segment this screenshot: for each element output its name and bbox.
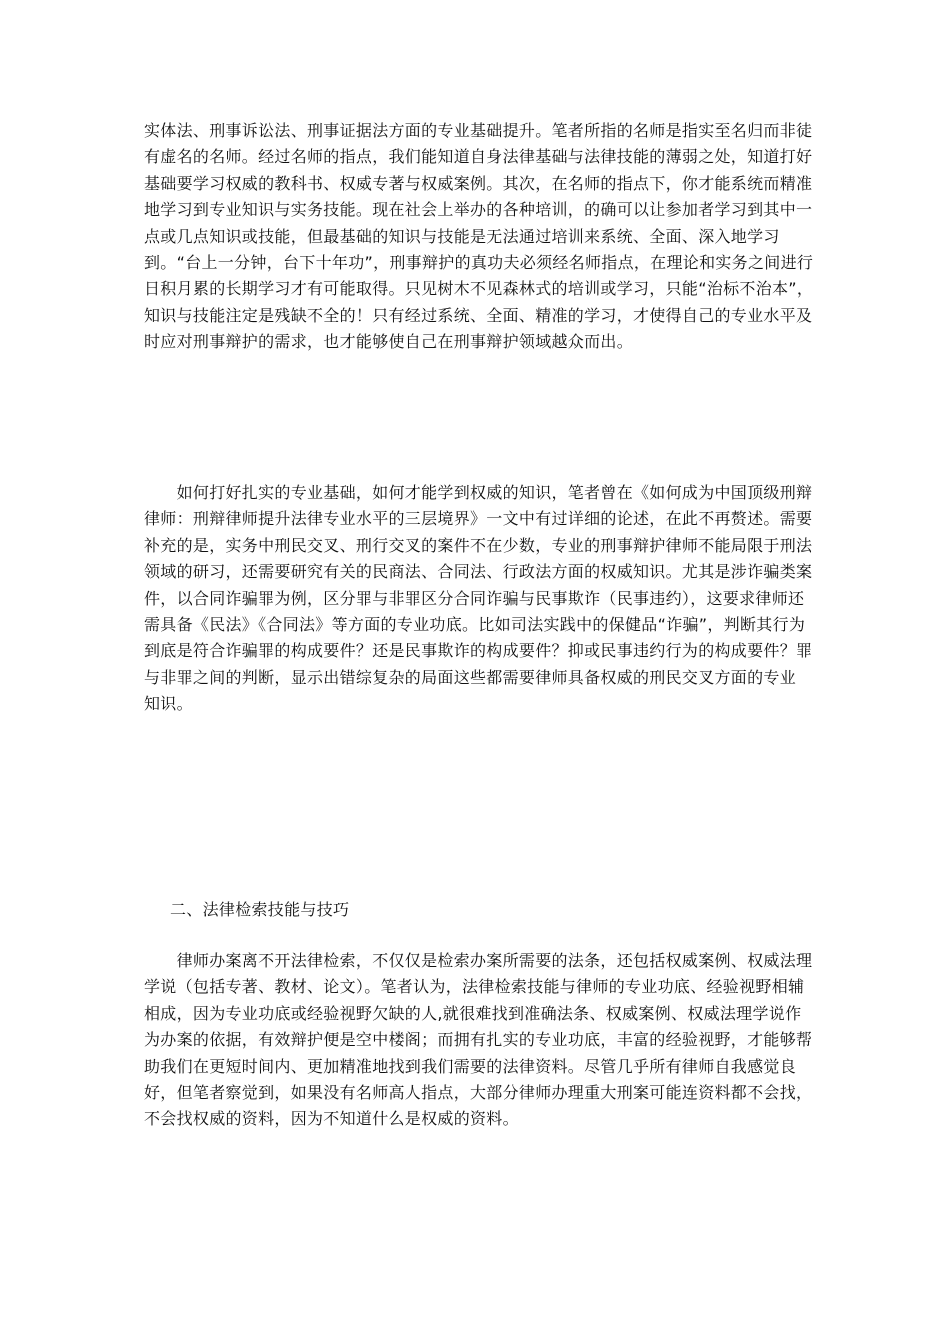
paragraph-2: [144, 480, 816, 718]
paragraph-2-body: 如何打好扎实的专业基础，如何才能学到权威的知识，笔者曾在《如何成为中国顶级刑辩律师：刑辩律师提升法律专业水平的三层境界》一文中有过详细的论述，在此不再赘述。需要补充的是，实务中刑民交叉、刑行交叉的案件不在少数，专业的刑事辩护律师不能局限于刑法领域的研习，还需要研究有关的民商法、合同法、行政法方面的权威知识。尤其是涉诈骗类案件，以合同诈骗罪为例，区分罪与非罪区分合同诈骗与民事欺诈（民事违约），这要求律师还需具备《民法》《合同法》等方面的专业功底。比如司法实践中的保健品“诈骗”，判断其行为到底是符合诈骗罪的构成要件？还是民事欺诈的构成要件？抑或民事违约行为的构成要件？罪与非罪之间的判断，显示出错综复杂的局面这些都需要律师具备权威的刑民交叉方面的专业: [144, 483, 813, 687]
paragraph-2-tail: 知识。: [144, 694, 193, 714]
section-heading: 二、法律检索技能与技巧: [170, 900, 350, 919]
paragraph-1: 实体法、刑事诉讼法、刑事证据法方面的专业基础提升。笔者所指的名师是指实至名归而非徒有虚名的名师。经过名师的指点，我们能知道自身法律基础与法律技能的薄弱之处，知道打好基础要学习权威的教科书、权威专著与权威案例。其次，在名师的指点下，你才能系统而精准地学习到专业知识与实务技能。现在社会上举办的各种培训，的确可以让参加者学习到其中一点或几点知识或技能，但最基础的知识与技能是无法通过培训来系统、全面、深入地学习到。“台上一分钟，台下十年功”，刑事辩护的真功夫必须经名师指点，在理论和实务之间进行日积月累的长期学习才有可能取得。只见树木不见森林式的培训或学习，只能“治标不治本”，知识与技能注定是残缺不全的！只有经过系统、全面、精准的学习，才使得自己的专业水平及时应对刑事辩护的需求，也才能够使自己在刑事辩护领域越众而出。: [144, 121, 814, 352]
paragraph-3: 律师办案离不开法律检索，不仅仅是检索办案所需要的法条，还包括权威案例、权威法理学说（包括专著、教材、论文）。笔者认为，法律检索技能与律师的专业功底、经验视野相辅相成，因为专业功底或经验视野欠缺的人,就很难找到准确法条、权威案例、权威法理学说作为办案的依据，有效辩护便是空中楼阁；而拥有扎实的专业功底，丰富的经验视野，才能够帮助我们在更短时间内、更加精准地找到我们需要的法律资料。尽管几乎所有律师自我感觉良好，但笔者察觉到，如果没有名师高人指点，大部分律师办理重大刑案可能连资料都不会找，不会找权威的资料，因为不知道什么是权威的资料。: [144, 951, 813, 1129]
